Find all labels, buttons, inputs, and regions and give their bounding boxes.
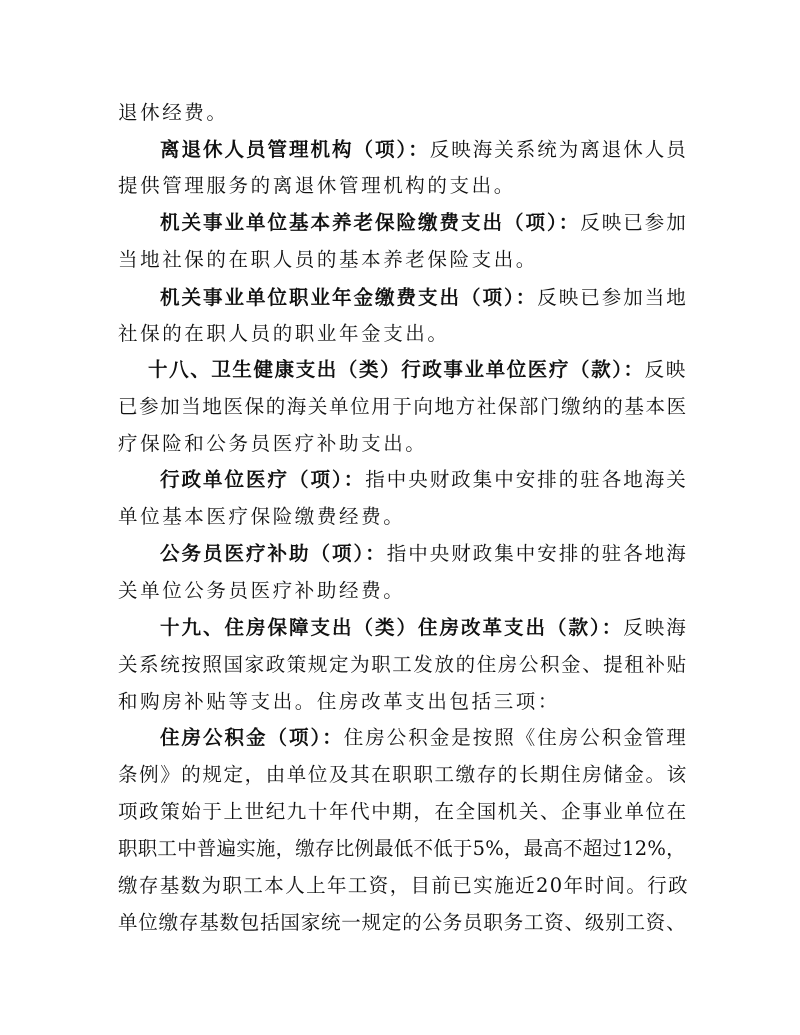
line-text: 反映海关系统为离退休人员 [429,138,688,161]
text-line [118,652,688,678]
text-line [148,357,687,383]
bold-term: 住房公积金（项）： [160,726,344,749]
text-line [160,725,688,751]
bold-term: 公务员医疗补助（项）： [160,542,387,565]
text-line [118,762,688,788]
text-line [160,615,688,641]
text-line [118,689,560,715]
bold-term: 十八、卫生健康支出（类）行政事业单位医疗（款）： [148,358,645,381]
text-line [118,799,688,825]
text-line [118,910,686,936]
line-text: 关单位公务员医疗补助经费。 [118,579,406,602]
bold-term: 行政单位医疗（项）： [160,468,366,491]
line-text: 已参加当地医保的海关单位用于向地方社保部门缴纳的基本医 [118,395,688,418]
text-line [160,541,688,567]
line-text: 项政策始于上世纪九十年代中期，在全国机关、企事业单位在 [118,800,688,823]
line-text: 职职工中普遍实施，缴存比例最低不低于5%，最高不超过12%， [118,837,686,860]
text-line [118,321,450,347]
line-text: 反映已参加 [580,211,688,234]
line-text: 单位缴存基数包括国家统一规定的公务员职务工资、级别工资、 [118,911,687,934]
line-text: 住房公积金是按照《住房公积金管理 [343,726,688,749]
line-text: 指中央财政集中安排的驻各地海关 [365,468,688,491]
text-line [118,394,688,420]
line-text: 和购房补贴等支出。住房改革支出包括三项： [118,690,561,713]
line-text: 条例》的规定，由单位及其在职职工缴存的长期住房储金。该 [118,763,688,786]
bold-term: 机关事业单位基本养老保险缴费支出（项）： [160,211,581,234]
line-text: 退休经费。 [118,101,229,124]
text-line [118,247,538,273]
line-text: 关系统按照国家政策规定为职工发放的住房公积金、提租补贴 [118,653,688,676]
line-text: 指中央财政集中安排的驻各地海 [386,542,688,565]
line-text: 缴存基数为职工本人上年工资，目前已实施近20年时间。行政 [118,874,690,897]
line-text: 单位基本医疗保险缴费经费。 [118,505,406,528]
text-line [160,210,688,236]
text-line [118,836,686,862]
text-line [118,100,229,126]
text-line [160,285,688,311]
text-line [160,467,688,493]
text-line [118,173,516,199]
line-text: 社保的在职人员的职业年金支出。 [118,322,450,345]
line-text: 反映 [644,358,687,381]
text-line [160,137,688,163]
line-text: 反映已参加当地 [537,286,688,309]
line-text: 当地社保的在职人员的基本养老保险支出。 [118,248,538,271]
bold-term: 十九、住房保障支出（类）住房改革支出（款）： [160,616,624,639]
line-text: 提供管理服务的离退休管理机构的支出。 [118,174,516,197]
line-text: 反映海 [623,616,688,639]
line-text: 疗保险和公务员医疗补助支出。 [118,432,428,455]
text-line [118,431,427,457]
text-line [118,504,405,530]
bold-term: 机关事业单位职业年金缴费支出（项）： [160,286,538,309]
text-line [118,873,689,899]
bold-term: 离退休人员管理机构（项）： [160,138,430,161]
text-line [118,578,405,604]
